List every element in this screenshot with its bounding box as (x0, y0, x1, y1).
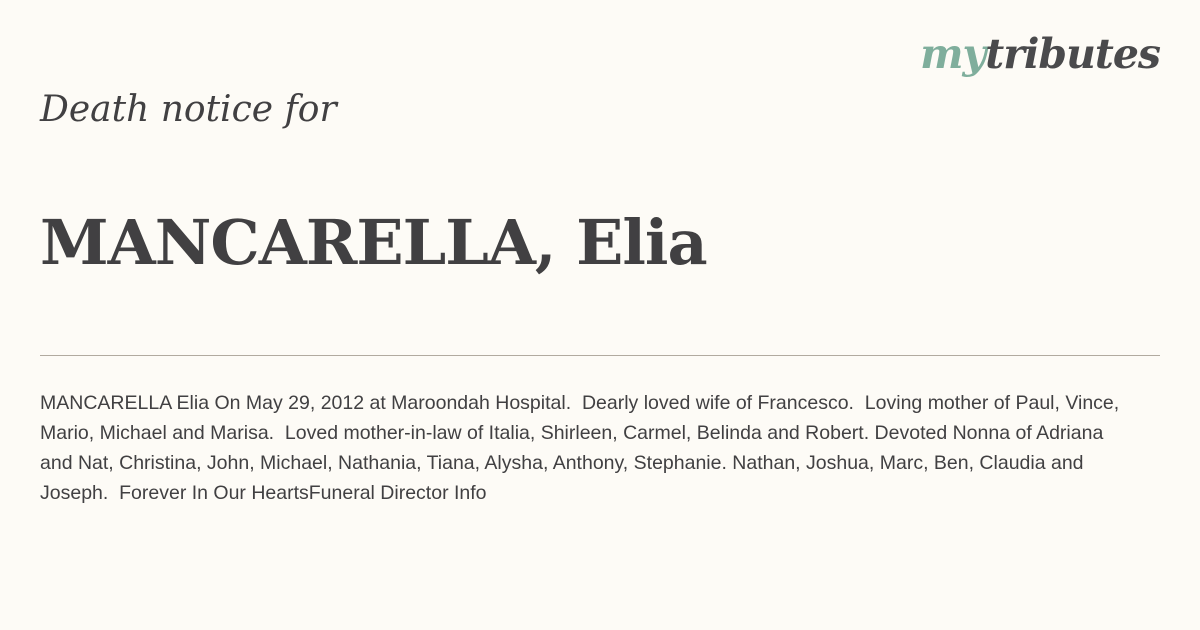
deceased-name: MANCARELLA, Elia (40, 206, 707, 279)
logo-prefix: my (920, 30, 986, 78)
mytributes-logo (920, 30, 1160, 78)
divider (40, 355, 1160, 356)
logo-suffix: tributes (985, 30, 1160, 78)
notice-body-text: MANCARELLA Elia On May 29, 2012 at Maroondah Hospital. Dearly loved wife of Francesco. Loving mother of Paul, Vince, Mario, Michael and Marisa. Loved mother-in-law of Italia, Shirleen, Carmel, Belinda and Robert. Devoted Nonna of Adriana and Nat, Christina, John, Michael, Nathania, Tiana, Alysha, Anthony, Stephanie. Nathan, Joshua, Marc, Ben, Claudia and Joseph. Forever In Our HeartsFuneral Director Info (40, 392, 1125, 504)
notice-heading: Death notice for (40, 89, 337, 130)
